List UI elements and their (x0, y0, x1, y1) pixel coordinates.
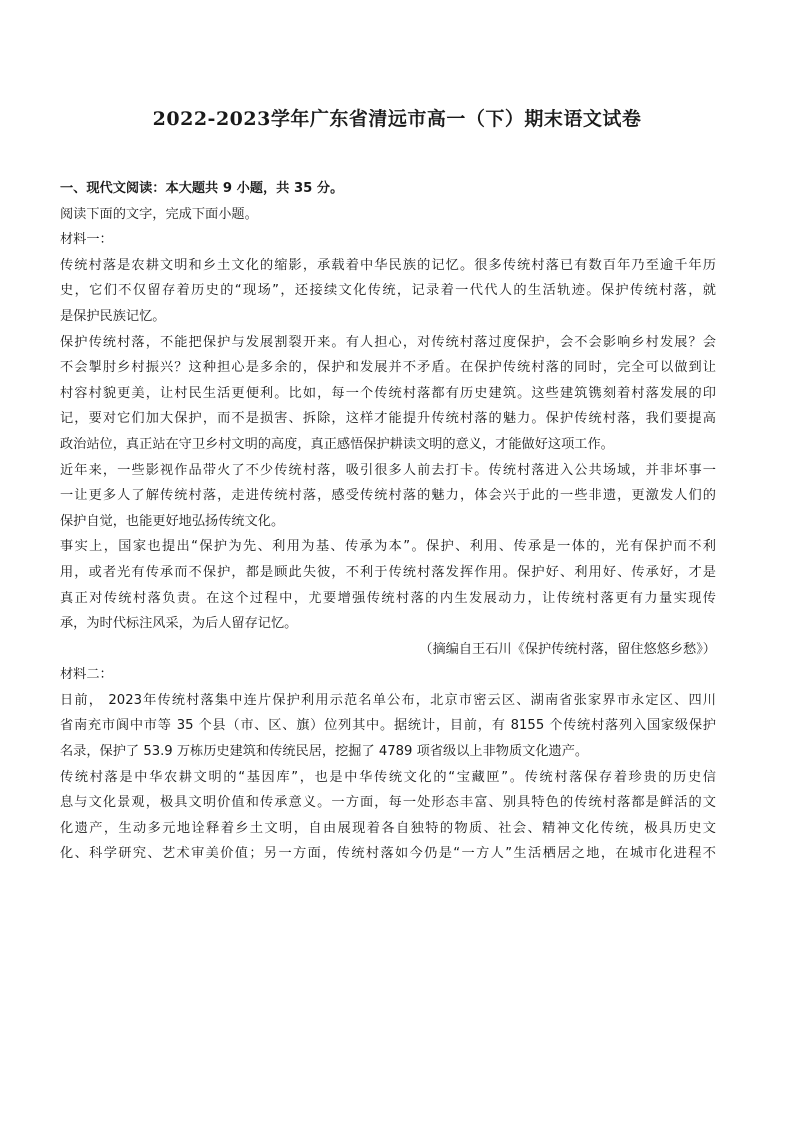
material2-line: 化遗产，生动多元地诠释着乡土文明，自由展现着各自独特的物质、社会、精神文化传统，极具历史文 (60, 820, 716, 836)
material2-label: 材料二： (60, 667, 113, 683)
material1-line: 一让更多人了解传统村落，走进传统村落，感受传统村落的魅力，体会兴于此的一些非遗，更激发人们的 (60, 488, 716, 504)
material2-line: 省南充市阆中市等 35 个县（市、区、旗）位列其中。据统计，目前，有 8155 个传统村落列入国家级保护 (60, 718, 716, 734)
material1-source: （摘编自王石川《保护传统村落，留住悠悠乡愁》） (419, 641, 716, 657)
document-body (60, 176, 716, 867)
material1-line: 承，为时代标注风采，为后人留存记忆。 (60, 616, 298, 632)
material1-line: 保护传统村落，不能把保护与发展割裂开来。有人担心，对传统村落过度保护，会不会影响乡村发展？会 (60, 334, 716, 350)
material1-line: 真正对传统村落负责。在这个过程中，尤要增强传统村落的内生发展动力，让传统村落更有力量实现传 (60, 590, 716, 606)
material1-line: 政治站位，真正站在守卫乡村文明的高度，真正感悟保护耕读文明的意义，才能做好这项工作。 (60, 436, 614, 452)
material1-line: 用，或者光有传承而不保护，都是顾此失彼，不利于传统村落发挥作用。保护好、利用好、传承好，才是 (60, 564, 716, 580)
material1-line: 不会掣肘乡村振兴？这种担心是多余的，保护和发展并不矛盾。在保护传统村落的同时，完全可以做到让 (60, 360, 716, 376)
material1-line: 史，它们不仅留存着历史的“现场”，还接续文化传统，记录着一代代人的生活轨迹。保护传统村落，就 (60, 283, 716, 299)
section-heading: 一、现代文阅读：本大题共 9 小题，共 35 分。 (60, 181, 344, 196)
material2-line: 化、科学研究、艺术审美价值；另一方面，传统村落如今仍是“一方人”生活栖居之地，在城市化进程不 (60, 846, 716, 862)
material1-line: 近年来，一些影视作品带火了不少传统村落，吸引很多人前去打卡。传统村落进入公共场域，并非坏事一 (60, 462, 716, 478)
material1-label: 材料一： (60, 232, 113, 248)
material1-line: 传统村落是农耕文明和乡土文化的缩影，承载着中华民族的记忆。很多传统村落已有数百年乃至逾千年历 (60, 257, 716, 273)
material2-line: 日前， 2023年传统村落集中连片保护利用示范名单公布，北京市密云区、湖南省张家界市永定区、四川 (60, 692, 716, 708)
page-title: 2022-2023学年广东省清远市高一（下）期末语文试卷 (152, 108, 642, 130)
material2-line: 传统村落是中华农耕文明的“基因库”，也是中华传统文化的“宝藏匣”。传统村落保存着珍贵的历史信 (60, 769, 716, 785)
material1-line: 村容村貌更美，让村民生活更便利。比如，每一个传统村落都有历史建筑。这些建筑镌刻着村落发展的印 (60, 385, 716, 401)
material2-line: 息与文化景观，极具文明价值和传承意义。一方面，每一处形态丰富、别具特色的传统村落都是鲜活的文 (60, 795, 716, 811)
material1-line: 事实上，国家也提出“保护为先、利用为基、传承为本”。保护、利用、传承是一体的，光有保护而不利 (60, 539, 716, 555)
material2-line: 名录，保护了 53.9 万栋历史建筑和传统民居，挖掘了 4789 项省级以上非物质文化遗产。 (60, 744, 589, 760)
instruction-text: 阅读下面的文字，完成下面小题。 (60, 206, 258, 222)
material1-line: 是保护民族记忆。 (60, 308, 166, 324)
material1-line: 记，要对它们加大保护，而不是损害、拆除，这样才能提升传统村落的魅力。保护传统村落，我们要提高 (60, 411, 716, 427)
material1-line: 保护自觉，也能更好地弘扬传统文化。 (60, 513, 285, 529)
